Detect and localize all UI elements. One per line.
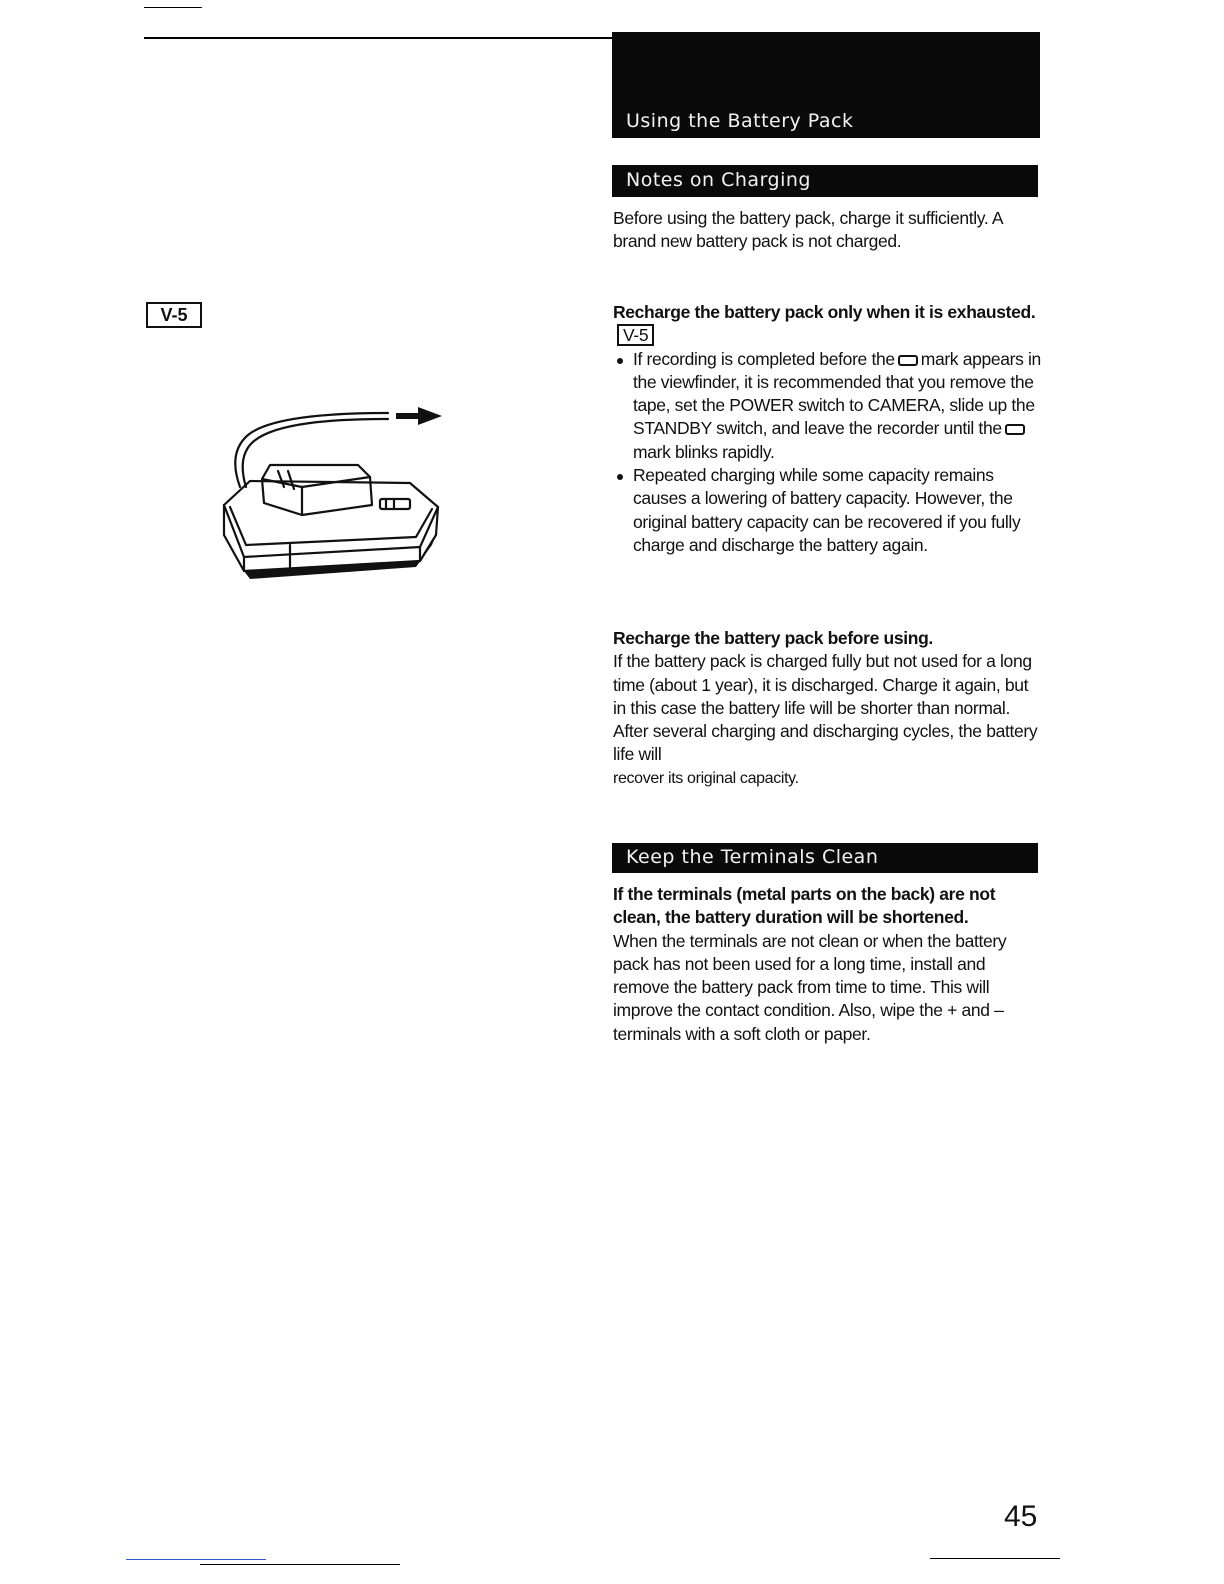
section-bar-keep-terminals-clean <box>612 843 1038 873</box>
bullet1-part1: If recording is completed before the <box>633 348 895 369</box>
bullet1-part3: mark blinks rapidly. <box>633 441 775 462</box>
side-reference-box: V-5 <box>146 302 202 328</box>
bottom-rule-right <box>930 1558 1060 1559</box>
before-using-text: If the battery pack is charged fully but not used for a long time (about 1 year), it is discharged. Charge it again, but in this case the battery life will be shorter than normal. After several charging and discharging cycles, the battery life will <box>613 651 1038 765</box>
battery-charger-illustration <box>210 395 450 595</box>
charging-bullet-list <box>613 348 1045 558</box>
charging-exhausted-block <box>613 301 1045 557</box>
bottom-rule-left-blue <box>126 1559 266 1560</box>
before-using-heading: Recharge the battery pack before using. <box>613 628 933 648</box>
top-left-short-rule <box>144 7 202 8</box>
charging-intro-text: Before using the battery pack, charge it sufficiently. A brand new battery pack is not charged. <box>613 208 1003 252</box>
terminals-block <box>613 883 1045 1046</box>
before-using-text-tail: recover its original capacity. <box>613 769 799 787</box>
battery-mark-icon <box>1005 424 1025 435</box>
bullet1-part2: mark appears in the viewfinder, it is recommended that you remove the tape, set the POWER switch to CAMERA, slide up the STANDBY switch, and leave the recorder until the <box>633 348 1041 439</box>
section-title-keep-terminals-clean: Keep the Terminals Clean <box>626 846 879 868</box>
chapter-title: Using the Battery Pack <box>626 110 854 132</box>
bullet-item-repeated-charging: Repeated charging while some capacity remains causes a lowering of battery capacity. However, the original battery capacity can be recovered if you fully charge and discharge the battery again. <box>613 464 1045 557</box>
exhausted-heading-ref: V-5 <box>617 324 654 346</box>
terminals-heading: If the terminals (metal parts on the back) are not clean, the battery duration will be shortened. <box>613 884 996 928</box>
terminals-body: When the terminals are not clean or when the battery pack has not been used for a long time, install and remove the battery pack from time to time. This will improve the contact condition. Also, wipe the + and – terminals with a soft cloth or paper. <box>613 930 1007 1044</box>
bullet-item-recording-completed <box>613 348 1045 464</box>
chapter-header <box>612 32 1040 138</box>
battery-mark-icon <box>898 355 918 366</box>
section-bar-notes-on-charging <box>612 165 1038 197</box>
top-rule <box>144 37 614 39</box>
section-title-notes-on-charging: Notes on Charging <box>626 169 811 191</box>
charging-intro <box>613 207 1045 254</box>
exhausted-heading-text: Recharge the battery pack only when it is exhausted. <box>613 302 1036 322</box>
page-number: 45 <box>1004 1500 1038 1533</box>
exhausted-heading <box>613 301 1045 348</box>
charging-before-using-block <box>613 627 1045 790</box>
bottom-rule-left <box>200 1564 400 1565</box>
